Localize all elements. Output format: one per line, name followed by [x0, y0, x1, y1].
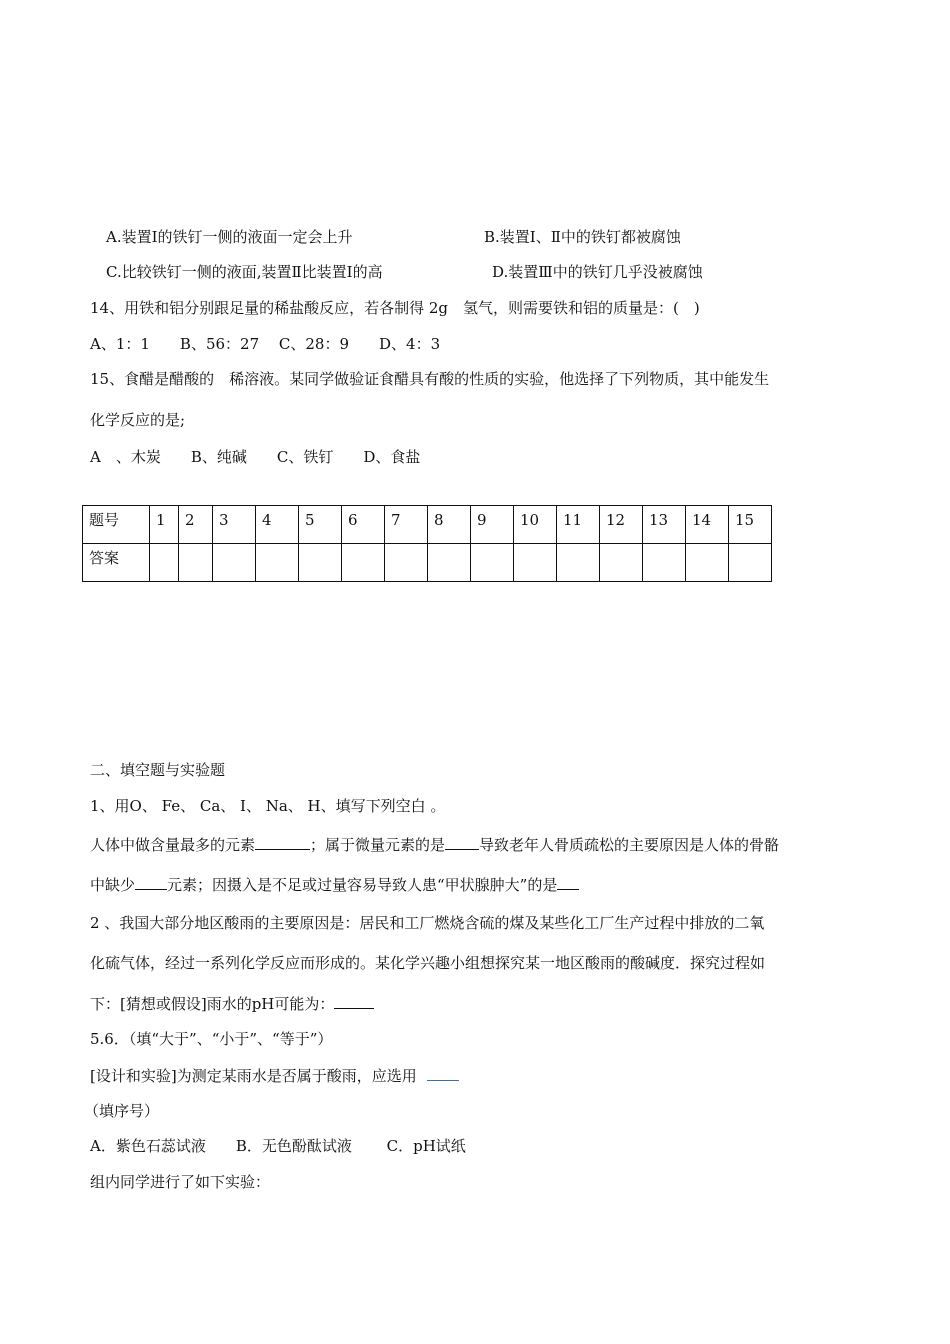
answer-cell[interactable] [557, 544, 600, 582]
answer-table-number-cell: 3 [213, 506, 256, 544]
section2-title: 二、填空题与实验题 [90, 761, 226, 779]
q15-stem-line1: 15、食醋是醋酸的 稀溶液。某同学做验证食醋具有酸的性质的实验，他选择了下列物质，其中能发生 [90, 370, 770, 388]
answer-cell[interactable] [213, 544, 256, 582]
section2-q2-line5 [90, 1065, 459, 1086]
answer-table-number-cell: 10 [514, 506, 557, 544]
answer-table-number-row [83, 506, 772, 544]
answer-table-number-cell: 5 [299, 506, 342, 544]
blank-trace-element[interactable] [445, 834, 479, 850]
answer-cell[interactable] [471, 544, 514, 582]
q15-stem-line2: 化学反应的是; [90, 411, 186, 429]
answer-table-number-cell: 7 [385, 506, 428, 544]
answer-cell[interactable] [514, 544, 557, 582]
answer-cell[interactable] [299, 544, 342, 582]
answer-table-number-cell: 1 [150, 506, 179, 544]
section2-q2-line3 [90, 993, 374, 1014]
section2-q1-intro: 1、用O、 Fe、 Ca、 I、 Na、 H、填写下列空白 。 [90, 797, 446, 815]
answer-cell[interactable] [643, 544, 686, 582]
answer-table-number-cell: 13 [643, 506, 686, 544]
answer-table-number-cell: 12 [600, 506, 643, 544]
blank-bone-element[interactable] [135, 874, 167, 890]
q1-text-e: 元素；因摄入是不足或过量容易导致人患“甲状腺肿大”的是 [167, 876, 558, 894]
q13-option-a: A.装置Ⅰ的铁钉一侧的液面一定会上升 [106, 228, 353, 246]
answer-table-number-cell: 15 [729, 506, 772, 544]
answer-cell[interactable] [256, 544, 299, 582]
answer-table-number-cell: 9 [471, 506, 514, 544]
q1-text-d: 中缺少 [90, 876, 136, 894]
answer-table-number-cell: 4 [256, 506, 299, 544]
q1-text-b: ；属于微量元素的是 [310, 836, 446, 854]
answer-table-number-cell: 8 [428, 506, 471, 544]
blank-reagent-choice[interactable] [427, 1065, 459, 1081]
answer-cell[interactable] [385, 544, 428, 582]
answer-cell[interactable] [428, 544, 471, 582]
q1-text-a: 人体中做含量最多的元素 [90, 836, 256, 854]
answer-cell[interactable] [342, 544, 385, 582]
section2-q1-line1 [90, 834, 779, 855]
q2-design-text: [设计和实验]为测定某雨水是否属于酸雨，应选用 [90, 1067, 417, 1085]
q13-option-b: B.装置Ⅰ、Ⅱ中的铁钉都被腐蚀 [484, 228, 681, 246]
blank-thyroid-element[interactable] [557, 874, 579, 890]
section2-q2-line8: 组内同学进行了如下实验： [90, 1173, 271, 1191]
q1-text-c: 导致老年人骨质疏松的主要原因是人体的骨骼 [479, 836, 780, 854]
blank-most-abundant[interactable] [255, 834, 310, 850]
q2-ph-guess-text: 下：[猜想或假设]雨水的pH可能为： [90, 995, 335, 1013]
q15-options: A 、木炭 B、纯碱 C、铁钉 D、食盐 [90, 448, 421, 466]
answer-table-number-cell: 6 [342, 506, 385, 544]
answer-cell[interactable] [729, 544, 772, 582]
section2-q1-line2 [90, 874, 579, 895]
answer-table [82, 505, 772, 582]
answer-table-header-answer: 答案 [83, 544, 150, 582]
answer-table-number-cell: 11 [557, 506, 600, 544]
q14-options: A、1：1 B、56：27 C、28：9 D、4：3 [90, 335, 441, 353]
blank-ph-guess[interactable] [334, 993, 374, 1009]
q13-option-c: C.比较铁钉一侧的液面,装置Ⅱ比装置Ⅰ的高 [106, 263, 383, 281]
answer-table-number-cell: 14 [686, 506, 729, 544]
section2-q2-line1: 2 、我国大部分地区酸雨的主要原因是：居民和工厂燃烧含硫的煤及某些化工厂生产过程中排放的二氧 [90, 914, 765, 932]
answer-table-header-number: 题号 [83, 506, 150, 544]
answer-table-number-cell: 2 [179, 506, 213, 544]
section2-q2-line4: 5.6．（填“大于”、“小于”、“等于”） [90, 1030, 333, 1048]
section2-q2-line7: A．紫色石蕊试液 B．无色酚酞试液 C．pH试纸 [90, 1137, 466, 1155]
q13-option-d: D.装置Ⅲ中的铁钉几乎没被腐蚀 [492, 263, 703, 281]
answer-cell[interactable] [150, 544, 179, 582]
answer-table-answer-row [83, 544, 772, 582]
q14-stem: 14、用铁和铝分别跟足量的稀盐酸反应，若各制得 2g 氢气，则需要铁和铝的质量是：( ) [90, 299, 700, 317]
section2-q2-line6: （填序号） [84, 1102, 160, 1120]
answer-cell[interactable] [600, 544, 643, 582]
answer-cell[interactable] [179, 544, 213, 582]
section2-q2-line2: 化硫气体，经过一系列化学反应而形成的。某化学兴趣小组想探究某一地区酸雨的酸碱度．探究过程如 [90, 954, 766, 972]
answer-cell[interactable] [686, 544, 729, 582]
